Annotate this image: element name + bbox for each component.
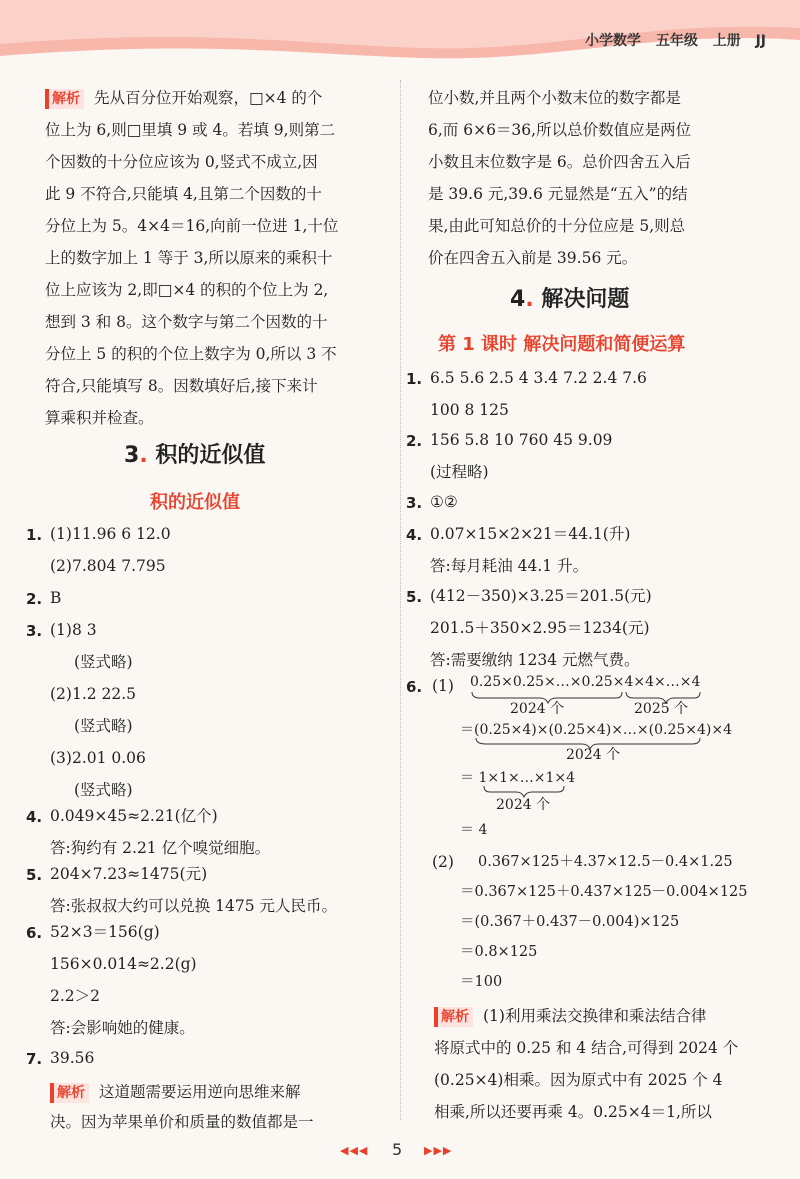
- item-number: 3.: [406, 494, 423, 512]
- column-divider: [400, 80, 401, 1120]
- analysis-line: 解析 这道题需要运用逆向思维来解: [50, 1082, 301, 1103]
- answer-line: 答:狗约有 2.21 亿个嗅觉细胞。: [50, 839, 271, 857]
- answer-line: (412－350)×3.25＝201.5(元): [430, 587, 652, 605]
- answer-line: 39.56: [50, 1049, 95, 1067]
- part-label: (1): [432, 677, 454, 695]
- answer-line: (3)2.01 0.06: [50, 749, 146, 767]
- brace-label: 2024 个: [510, 701, 565, 717]
- analysis-line: 位上应该为 2,即□×4 的积的个位上为 2,: [45, 281, 329, 299]
- analysis-line: 位上为 6,则□里填 9 或 4。若填 9,则第二: [45, 121, 336, 139]
- continued-line: 是 39.6 元,39.6 元显然是“五入”的结: [428, 185, 688, 203]
- expression-line: ＝ 4: [460, 822, 488, 838]
- brace-label: 2025 个: [634, 701, 689, 717]
- expression-line: ＝0.8×125: [460, 944, 538, 960]
- analysis-line: 相乘,所以还要再乘 4。0.25×4＝1,所以: [434, 1103, 712, 1121]
- page-next-arrows-icon: ▶▶▶: [424, 1144, 453, 1157]
- expression-line: ＝(0.25×4)×(0.25×4)×…×(0.25×4)×4: [460, 722, 733, 738]
- answer-line: 0.07×15×2×21＝44.1(升): [430, 525, 631, 543]
- answer-line: 100 8 125: [430, 401, 509, 419]
- expression-line: ＝(0.367＋0.437－0.004)×125: [460, 914, 680, 930]
- answer-line: 2.2＞2: [50, 987, 101, 1005]
- answer-line: (1)8 3: [50, 621, 97, 639]
- section-heading: 3. 积的近似值: [124, 443, 266, 468]
- item-number: 6.: [26, 924, 43, 942]
- analysis-line: 算乘积并检查。: [45, 409, 154, 427]
- expression-line: ＝0.367×125＋0.437×125－0.004×125: [460, 884, 748, 900]
- brace-label: 2024 个: [566, 747, 621, 763]
- analysis-line: 决。因为苹果单价和质量的数值都是一: [50, 1113, 314, 1131]
- expression-line: ＝ 1×1×…×1×4: [460, 770, 576, 786]
- expression-line: ＝100: [460, 974, 503, 990]
- analysis-tag: 解析: [434, 1007, 473, 1027]
- answer-line: 156 5.8 10 760 45 9.09: [430, 431, 613, 449]
- answer-line: 答:张叔叔大约可以兑换 1475 元人民币。: [50, 897, 338, 915]
- item-number: 2.: [406, 432, 423, 450]
- item-number: 5.: [26, 866, 43, 884]
- analysis-line: 此 9 不符合,只能填 4,且第二个因数的十: [45, 185, 322, 203]
- part-label: (2): [432, 853, 454, 871]
- analysis-line: 解析 (1)利用乘法交换律和乘法结合律: [434, 1006, 706, 1027]
- item-number: 1.: [406, 370, 423, 388]
- analysis-line: (0.25×4)相乘。因为原式中有 2025 个 4: [434, 1071, 723, 1089]
- answer-line: 52×3＝156(g): [50, 923, 160, 941]
- answer-line: (竖式略): [74, 781, 133, 799]
- header-title: 小学数学 五年级 上册 JJ: [584, 33, 766, 49]
- analysis-line: 上的数字加上 1 等于 3,所以原来的乘积十: [45, 249, 333, 267]
- answer-line: (过程略): [430, 463, 489, 481]
- answer-line: (2)7.804 7.795: [50, 557, 166, 575]
- page-header: [0, 0, 800, 66]
- item-number: 6.: [406, 678, 423, 696]
- item-number: 7.: [26, 1050, 43, 1068]
- item-number: 2.: [26, 590, 43, 608]
- analysis-line: 分位上 5 的积的个位上数字为 0,所以 3 不: [45, 345, 337, 363]
- analysis-line: 想到 3 和 8。这个数字与第二个因数的十: [45, 313, 328, 331]
- analysis-tag: 解析: [45, 89, 84, 109]
- continued-line: 小数且末位数字是 6。总价四舍五入后: [428, 153, 691, 171]
- answer-line: (2)1.2 22.5: [50, 685, 137, 703]
- answer-line: (竖式略): [74, 717, 133, 735]
- expression-line: 0.367×125＋4.37×12.5－0.4×1.25: [478, 854, 733, 870]
- answer-line: 156×0.014≈2.2(g): [50, 955, 197, 973]
- answer-line: B: [50, 589, 62, 607]
- answer-line: (1)11.96 6 12.0: [50, 525, 171, 543]
- continued-line: 价在四舍五入前是 39.56 元。: [428, 249, 638, 267]
- item-number: 4.: [26, 808, 43, 826]
- page-prev-arrows-icon: ◀◀◀: [340, 1144, 369, 1157]
- brace-label: 2024 个: [496, 797, 551, 813]
- continued-line: 果,由此可知总价的十分位应是 5,则总: [428, 217, 686, 235]
- analysis-line: 个因数的十分位应该为 0,竖式不成立,因: [45, 153, 318, 171]
- expression-line: 0.25×0.25×…×0.25×4×4×…×4: [470, 674, 701, 690]
- item-number: 4.: [406, 526, 423, 544]
- answer-line: 0.049×45≈2.21(亿个): [50, 807, 218, 825]
- answer-line: ①②: [430, 493, 458, 511]
- page-number: 5: [392, 1140, 403, 1159]
- subsection-title: 积的近似值: [150, 492, 240, 513]
- answer-line: 答:会影响她的健康。: [50, 1019, 195, 1037]
- answer-line: 答:每月耗油 44.1 升。: [430, 557, 589, 575]
- continued-line: 6,而 6×6＝36,所以总价数值应是两位: [428, 121, 692, 139]
- item-number: 1.: [26, 526, 43, 544]
- subsection-title: 第 1 课时 解决问题和简便运算: [438, 334, 686, 355]
- analysis-line: 分位上为 5。4×4＝16,向前一位进 1,十位: [45, 217, 339, 235]
- analysis-line: 将原式中的 0.25 和 4 结合,可得到 2024 个: [434, 1039, 739, 1057]
- answer-line: 201.5＋350×2.95＝1234(元): [430, 619, 650, 637]
- analysis-tag: 解析: [50, 1083, 89, 1103]
- analysis-line: 解析 先从百分位开始观察，□×4 的个: [45, 88, 322, 109]
- answer-line: 6.5 5.6 2.5 4 3.4 7.2 2.4 7.6: [430, 369, 647, 387]
- answer-line: (竖式略): [74, 653, 133, 671]
- continued-line: 位小数,并且两个小数末位的数字都是: [428, 89, 681, 107]
- item-number: 5.: [406, 588, 423, 606]
- answer-line: 204×7.23≈1475(元): [50, 865, 208, 883]
- item-number: 3.: [26, 622, 43, 640]
- section-heading: 4. 解决问题: [510, 287, 630, 312]
- analysis-line: 符合,只能填写 8。因数填好后,接下来计: [45, 377, 318, 395]
- answer-line: 答:需要缴纳 1234 元燃气费。: [430, 651, 640, 669]
